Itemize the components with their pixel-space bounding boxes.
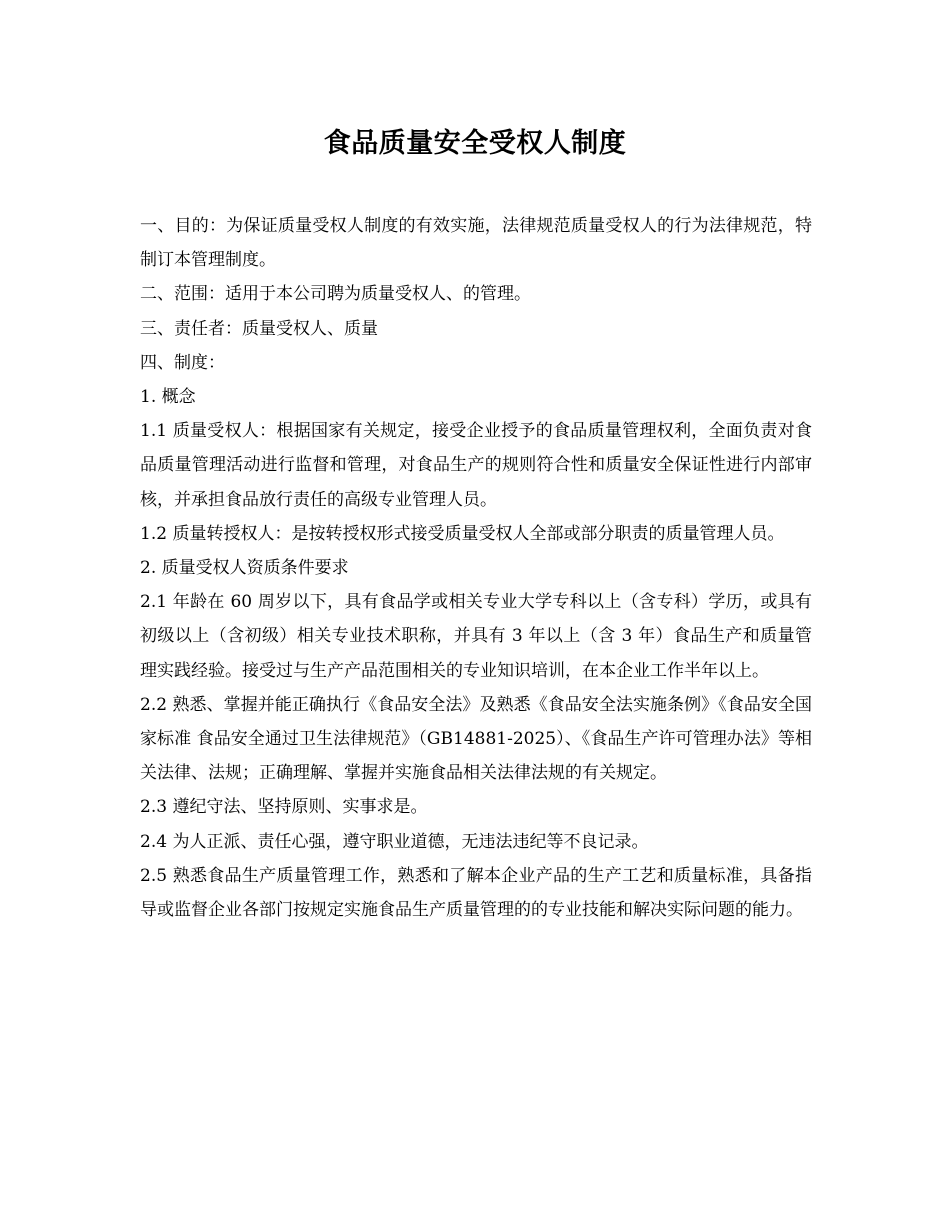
section-heading-qualification: 2. 质量受权人资质条件要求	[140, 558, 349, 579]
paragraph-2-2: 2.2 熟悉、掌握并能正确执行《食品安全法》及熟悉《食品安全法实施条例》《食品安全国家标准 食品安全通过卫生法律规范》（GB14881-2025）、《食品生产许可管理办法》等相关法律、法规；正确理解、掌握并实施食品相关法律法规的有关规定。	[140, 694, 812, 784]
section-heading-concept: 1. 概念	[140, 387, 196, 408]
paragraph-scope: 二、范围：适用于本公司聘为质量受权人、的管理。	[140, 284, 531, 305]
paragraph-2-3: 2.3 遵纪守法、坚持原则、实事求是。	[140, 797, 428, 818]
paragraph-responsible: 三、责任者：质量受权人、质量	[140, 318, 378, 339]
paragraph-2-4: 2.4 为人正派、责任心强，遵守职业道德，无违法违纪等不良记录。	[140, 831, 649, 852]
paragraph-2-1: 2.1 年龄在 60 周岁以下，具有食品学或相关专业大学专科以上（含专科）学历，或具有初级以上（含初级）相关专业技术职称，并具有 3 年以上（含 3 年）食品生产和质量管理实践经验。接受过与生产产品范围相关的专业知识培训，在本企业工作半年以上。	[140, 592, 812, 681]
paragraph-system-heading: 四、制度：	[140, 352, 225, 373]
document-title: 食品质量安全受权人制度	[323, 128, 627, 159]
paragraph-2-5: 2.5 熟悉食品生产质量管理工作，熟悉和了解本企业产品的生产工艺和质量标准，具备指导或监督企业各部门按规定实施食品生产质量管理的的专业技能和解决实际问题的能力。	[140, 865, 812, 921]
document-body	[140, 209, 812, 927]
paragraph-1-2: 1.2 质量转授权人：是按转授权形式接受质量受权人全部或部分职责的质量管理人员。	[140, 523, 785, 544]
paragraph-1-1: 1.1 质量受权人：根据国家有关规定，接受企业授予的食品质量管理权利，全面负责对食品质量管理活动进行监督和管理，对食品生产的规则符合性和质量安全保证性进行内部审核，并承担食品放行责任的高级专业管理人员。	[140, 421, 812, 510]
paragraph-purpose: 一、目的：为保证质量受权人制度的有效实施，法律规范质量受权人的行为法律规范，特制订本管理制度。	[140, 216, 812, 271]
